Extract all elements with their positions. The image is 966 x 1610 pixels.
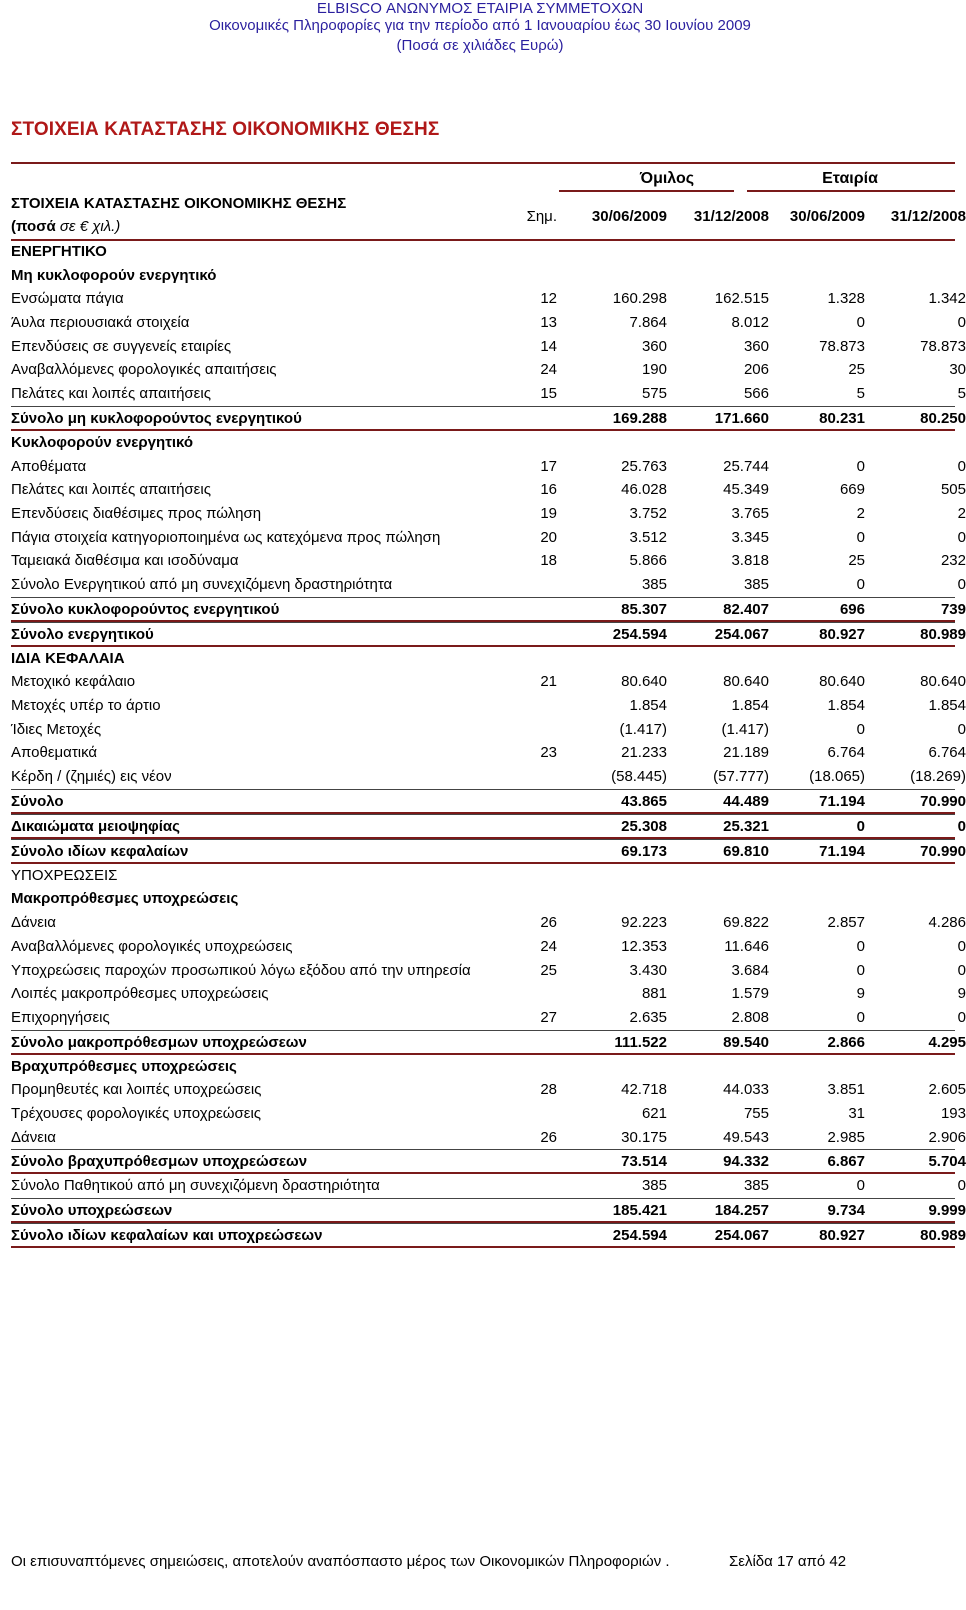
row-label: Τρέχουσες φορολογικές υποχρεώσεις xyxy=(11,1104,262,1122)
row-label: Βραχυπρόθεσμες υποχρεώσεις xyxy=(11,1057,237,1075)
row-value-group-2008: 254.067 xyxy=(714,625,769,643)
row-value-company-2009: 25 xyxy=(848,552,865,570)
row-value-company-2008: 0 xyxy=(957,817,966,835)
total-bottom-rule xyxy=(11,1246,955,1248)
row-value-company-2008: 0 xyxy=(957,720,966,738)
row-value-group-2009: (1.417) xyxy=(619,720,667,738)
row-label: Μη κυκλοφορούν ενεργητικό xyxy=(11,266,217,284)
row-value-company-2009: 6.764 xyxy=(827,744,865,762)
row-label: Σύνολο ιδίων κεφαλαίων και υποχρεώσεων xyxy=(11,1227,323,1244)
total-top-rule xyxy=(11,1030,955,1031)
row-value-group-2008: 206 xyxy=(743,361,769,379)
row-value-company-2009: 0 xyxy=(856,528,865,546)
row-label: Σύνολο υποχρεώσεων xyxy=(11,1202,173,1219)
row-value-company-2009: 0 xyxy=(856,1177,865,1195)
row-value-group-2008: 25.744 xyxy=(723,457,769,475)
row-value-group-2009: 3.752 xyxy=(629,504,667,522)
table-row xyxy=(11,287,966,311)
row-value-group-2009: 7.864 xyxy=(629,314,667,332)
footer-page-number: Σελίδα 17 από 42 xyxy=(729,1553,847,1570)
row-value-group-2009: 881 xyxy=(641,985,667,1003)
row-value-company-2008: 6.764 xyxy=(928,744,966,762)
row-label: Μετοχικό κεφάλαιο xyxy=(11,673,136,691)
table-row xyxy=(11,864,955,888)
row-value-company-2009: 0 xyxy=(856,817,865,835)
row-note: 17 xyxy=(540,457,557,475)
column-header-row xyxy=(11,192,966,240)
row-value-company-2008: 232 xyxy=(940,552,966,570)
row-note: 16 xyxy=(540,481,557,499)
row-value-company-2008: 5.704 xyxy=(928,1153,966,1171)
row-value-company-2008: 80.989 xyxy=(920,625,966,643)
row-value-company-2009: 696 xyxy=(839,600,865,618)
row-value-company-2009: 80.640 xyxy=(819,673,865,691)
row-value-company-2009: 0 xyxy=(856,720,865,738)
row-note: 14 xyxy=(540,337,557,355)
group-header-row xyxy=(11,168,955,192)
section-title: ΣΤΟΙΧΕΙΑ ΚΑΤΑΣΤΑΣΗΣ ΟΙΚΟΝΟΜΙΚΗΣ ΘΕΣΗΣ xyxy=(11,119,440,140)
row-label: Σύνολο Παθητικού από μη συνεχιζόμενη δραστηριότητα xyxy=(11,1177,380,1195)
table-row xyxy=(11,382,966,406)
row-value-company-2009: 0 xyxy=(856,457,865,475)
row-note: 13 xyxy=(540,314,557,332)
footer-note: Οι επισυναπτόμενες σημειώσεις, αποτελούν αναπόσπαστο μέρος των Οικονομικών Πληροφοριών . xyxy=(11,1553,670,1570)
row-value-company-2008: 5 xyxy=(957,385,966,403)
table-row xyxy=(11,240,955,264)
row-label: Σύνολο ενεργητικού xyxy=(11,625,154,643)
row-value-company-2009: 2.857 xyxy=(827,914,865,932)
row-value-company-2009: 2.866 xyxy=(827,1033,865,1051)
row-value-group-2008: 25.321 xyxy=(723,817,769,835)
row-value-company-2008: 70.990 xyxy=(920,792,966,810)
table-row xyxy=(11,526,966,550)
row-value-company-2009: 71.194 xyxy=(819,792,865,810)
table-row xyxy=(11,694,966,718)
row-note: 23 xyxy=(540,744,557,762)
row-value-group-2009: 43.865 xyxy=(621,792,667,810)
column-header-subtitle-italic: σε € χιλ.) xyxy=(59,218,121,235)
row-value-company-2009: 2.985 xyxy=(827,1128,865,1146)
row-note: 15 xyxy=(540,385,557,403)
table-row xyxy=(11,789,966,814)
row-label: Πάγια στοιχεία κατηγοριοποιημένα ως κατεχόμενα προς πώληση xyxy=(11,528,441,546)
row-value-company-2008: 0 xyxy=(957,1008,966,1026)
row-value-company-2008: 80.640 xyxy=(920,673,966,691)
row-value-group-2009: 254.594 xyxy=(612,625,667,643)
row-note: 28 xyxy=(540,1081,557,1099)
table-row xyxy=(11,1174,966,1198)
row-value-group-2009: 169.288 xyxy=(612,409,667,427)
row-value-company-2009: 669 xyxy=(839,481,865,499)
table-row xyxy=(11,1055,955,1079)
table-row xyxy=(11,502,966,526)
row-label: Σύνολο βραχυπρόθεσμων υποχρεώσεων xyxy=(11,1153,308,1171)
row-value-company-2008: 2 xyxy=(957,504,966,522)
row-value-group-2009: 12.353 xyxy=(621,937,667,955)
table-row xyxy=(11,264,955,288)
table-row xyxy=(11,887,955,911)
table-row xyxy=(11,478,966,502)
row-value-group-2008: 3.818 xyxy=(731,552,769,570)
row-value-group-2009: 80.640 xyxy=(621,673,667,691)
row-value-group-2008: 1.579 xyxy=(731,985,769,1003)
row-value-company-2009: 2 xyxy=(856,504,865,522)
total-top-rule xyxy=(11,1149,955,1150)
row-value-company-2008: 70.990 xyxy=(920,842,966,860)
row-value-group-2008: 162.515 xyxy=(714,290,769,308)
total-top-rule xyxy=(11,1223,955,1224)
company-name: ELBISCO ΑΝΩΝΥΜΟΣ ΕΤΑΙΡΙΑ ΣΥΜΜΕΤΟΧΩΝ xyxy=(316,0,644,17)
row-value-group-2008: 3.765 xyxy=(731,504,769,522)
row-value-company-2009: 1.854 xyxy=(827,697,865,714)
total-top-rule xyxy=(11,406,955,407)
row-note: 26 xyxy=(540,914,557,932)
row-value-company-2009: 3.851 xyxy=(827,1081,865,1099)
row-label: Δάνεια xyxy=(11,914,56,932)
table-row xyxy=(11,765,966,789)
row-value-group-2008: 80.640 xyxy=(723,673,769,691)
row-note: 24 xyxy=(540,937,557,955)
row-value-company-2009: 78.873 xyxy=(819,337,865,355)
table-row xyxy=(11,406,966,431)
table-row xyxy=(11,573,966,597)
row-value-group-2009: 111.522 xyxy=(614,1033,667,1051)
row-value-company-2009: 0 xyxy=(856,961,865,979)
row-value-company-2009: 1.328 xyxy=(827,290,865,308)
row-value-group-2008: (1.417) xyxy=(721,720,769,738)
row-note: 26 xyxy=(540,1128,557,1146)
table-row xyxy=(11,1102,966,1126)
column-header-col1: 30/06/2009 xyxy=(591,208,667,225)
table-row xyxy=(11,911,966,935)
row-value-group-2008: 566 xyxy=(743,385,769,403)
row-value-group-2008: 1.854 xyxy=(731,697,769,714)
row-value-company-2009: 0 xyxy=(856,575,865,593)
table-row xyxy=(11,982,966,1006)
row-value-group-2009: 85.307 xyxy=(621,600,667,618)
row-value-company-2009: 6.867 xyxy=(827,1153,865,1171)
row-value-group-2008: 385 xyxy=(743,575,769,593)
row-value-company-2008: 80.250 xyxy=(920,409,966,427)
row-value-group-2009: 5.866 xyxy=(629,552,667,570)
row-value-company-2008: 0 xyxy=(957,575,966,593)
row-value-company-2009: 0 xyxy=(856,314,865,332)
row-label: Προμηθευτές και λοιπές υποχρεώσεις xyxy=(11,1081,262,1099)
table-row xyxy=(11,311,966,335)
row-value-company-2008: 2.906 xyxy=(928,1128,966,1146)
row-value-group-2009: 575 xyxy=(641,385,667,403)
column-header-note: Σημ. xyxy=(526,208,557,225)
row-value-group-2009: 254.594 xyxy=(612,1227,667,1244)
group-header-company: Εταιρία xyxy=(822,170,878,187)
table-row xyxy=(11,1006,966,1030)
row-value-company-2008: 739 xyxy=(940,600,966,618)
total-top-rule xyxy=(11,789,955,790)
row-label: Σύνολο κυκλοφορούντος ενεργητικού xyxy=(11,600,280,618)
row-value-company-2009: 0 xyxy=(856,937,865,955)
row-value-group-2008: 755 xyxy=(743,1104,769,1122)
table-top-rule xyxy=(11,162,955,164)
total-top-rule xyxy=(11,1198,955,1199)
row-label: Σύνολο ιδίων κεφαλαίων xyxy=(11,842,189,860)
table-row xyxy=(11,1198,966,1223)
row-label: Μετοχές υπέρ το άρτιο xyxy=(11,697,161,714)
row-label: Δικαιώματα μειοψηφίας xyxy=(11,817,180,835)
table-row xyxy=(11,335,966,359)
row-value-group-2009: 385 xyxy=(641,1177,667,1195)
row-value-group-2009: 190 xyxy=(641,361,667,379)
row-label: Αποθεματικά xyxy=(11,744,98,762)
row-value-group-2008: 254.067 xyxy=(714,1227,769,1244)
row-label: Ταμειακά διαθέσιμα και ισοδύναμα xyxy=(11,552,239,570)
total-top-rule xyxy=(11,839,955,840)
row-value-company-2009: 0 xyxy=(856,1008,865,1026)
table-row xyxy=(11,1149,966,1174)
row-value-group-2009: 46.028 xyxy=(621,481,667,499)
row-value-company-2008: (18.269) xyxy=(910,768,966,786)
row-label: Κυκλοφορούν ενεργητικό xyxy=(11,433,194,451)
row-value-company-2008: 80.989 xyxy=(920,1227,966,1244)
row-value-group-2009: (58.445) xyxy=(611,768,667,786)
row-value-group-2008: 184.257 xyxy=(714,1202,769,1219)
row-label: Πελάτες και λοιπές απαιτήσεις xyxy=(11,385,211,403)
row-value-company-2008: 193 xyxy=(940,1104,966,1122)
row-value-group-2009: 73.514 xyxy=(621,1153,667,1171)
row-value-company-2009: 71.194 xyxy=(819,842,865,860)
row-value-group-2008: 45.349 xyxy=(723,481,769,499)
row-value-company-2009: (18.065) xyxy=(809,768,865,786)
table-row xyxy=(11,1126,966,1150)
row-value-group-2009: 3.430 xyxy=(629,961,667,979)
row-value-group-2009: 3.512 xyxy=(629,528,667,546)
row-label: ΥΠΟΧΡΕΩΣΕΙΣ xyxy=(11,866,118,884)
row-label: Ίδιες Μετοχές xyxy=(11,720,102,738)
row-note: 20 xyxy=(540,528,557,546)
row-value-group-2008: 3.345 xyxy=(731,528,769,546)
row-label: Λοιπές μακροπρόθεσμες υποχρεώσεις xyxy=(11,985,269,1003)
table-row xyxy=(11,935,966,959)
row-label: Σύνολο Ενεργητικού από μη συνεχιζόμενη δραστηριότητα xyxy=(11,575,393,593)
row-value-company-2008: 9 xyxy=(957,985,966,1003)
row-value-group-2009: 160.298 xyxy=(612,290,667,308)
report-period: Οικονομικές Πληροφορίες για την περίοδο από 1 Ιανουαρίου έως 30 Ιουνίου 2009 xyxy=(209,17,751,34)
column-header-subtitle-bold: (ποσά xyxy=(11,218,56,235)
column-header-col4: 31/12/2008 xyxy=(890,208,966,225)
row-value-company-2008: 0 xyxy=(957,528,966,546)
table-row xyxy=(11,622,966,647)
row-value-group-2008: 360 xyxy=(743,337,769,355)
row-note: 18 xyxy=(540,552,557,570)
row-value-company-2009: 25 xyxy=(848,361,865,379)
row-value-group-2008: 69.810 xyxy=(723,842,769,860)
row-note: 21 xyxy=(540,673,557,691)
row-note: 12 xyxy=(540,290,557,308)
column-header-col2: 31/12/2008 xyxy=(693,208,769,225)
row-value-company-2008: 0 xyxy=(957,937,966,955)
row-value-company-2008: 78.873 xyxy=(920,337,966,355)
row-value-group-2008: 2.808 xyxy=(731,1008,769,1026)
row-value-company-2008: 1.342 xyxy=(928,290,966,308)
row-value-group-2009: 1.854 xyxy=(629,697,667,714)
table-row xyxy=(11,718,966,742)
row-label: Αποθέματα xyxy=(11,457,87,475)
row-value-group-2008: 44.033 xyxy=(723,1081,769,1099)
row-label: Σύνολο μη κυκλοφορούντος ενεργητικού xyxy=(11,409,302,427)
row-label: Αναβαλλόμενες φορολογικές υποχρεώσεις xyxy=(11,937,293,955)
row-value-group-2009: 69.173 xyxy=(621,842,667,860)
row-label: Δάνεια xyxy=(11,1128,56,1146)
row-value-company-2008: 9.999 xyxy=(928,1202,966,1219)
row-value-group-2008: 8.012 xyxy=(731,314,769,332)
row-note: 27 xyxy=(540,1008,557,1026)
row-value-group-2009: 385 xyxy=(641,575,667,593)
row-value-group-2009: 25.308 xyxy=(621,817,667,835)
row-value-group-2008: 385 xyxy=(743,1177,769,1195)
total-top-rule xyxy=(11,814,955,815)
row-value-group-2008: 69.822 xyxy=(723,914,769,932)
group-header-group: Όμιλος xyxy=(639,170,695,187)
row-label: Επιχορηγήσεις xyxy=(11,1008,110,1026)
row-value-company-2008: 0 xyxy=(957,961,966,979)
row-label: Αναβαλλόμενες φορολογικές απαιτήσεις xyxy=(11,361,277,379)
row-label: Σύνολο xyxy=(11,792,64,810)
row-value-company-2008: 4.286 xyxy=(928,914,966,932)
row-value-group-2008: 21.189 xyxy=(723,744,769,762)
row-value-group-2009: 42.718 xyxy=(621,1081,667,1099)
row-value-company-2008: 30 xyxy=(949,361,966,379)
row-value-group-2008: 89.540 xyxy=(723,1033,769,1051)
row-value-group-2008: (57.777) xyxy=(713,768,769,786)
row-label: Άυλα περιουσιακά στοιχεία xyxy=(11,314,190,332)
row-value-group-2009: 360 xyxy=(641,337,667,355)
row-value-company-2009: 80.927 xyxy=(819,1227,865,1244)
row-value-group-2008: 44.489 xyxy=(723,792,769,810)
row-value-company-2008: 1.854 xyxy=(928,697,966,714)
row-value-group-2008: 94.332 xyxy=(723,1153,769,1171)
row-label: Μακροπρόθεσμες υποχρεώσεις xyxy=(11,890,239,908)
currency-note: (Ποσά σε χιλιάδες Ευρώ) xyxy=(396,37,564,54)
row-value-company-2009: 80.231 xyxy=(819,409,865,427)
row-value-group-2009: 30.175 xyxy=(621,1128,667,1146)
row-value-group-2009: 21.233 xyxy=(621,744,667,762)
row-value-group-2008: 49.543 xyxy=(723,1128,769,1146)
row-label: Επενδύσεις σε συγγενείς εταιρίες xyxy=(11,337,232,355)
row-value-company-2009: 9.734 xyxy=(827,1202,865,1219)
column-header-subtitle xyxy=(11,218,120,235)
table-row xyxy=(11,1030,966,1055)
table-row xyxy=(11,670,966,694)
row-value-group-2009: 92.223 xyxy=(621,914,667,932)
row-value-group-2008: 3.684 xyxy=(731,961,769,979)
row-value-company-2009: 5 xyxy=(856,385,865,403)
table-row xyxy=(11,549,966,573)
row-value-group-2008: 11.646 xyxy=(724,937,769,955)
table-row xyxy=(11,839,966,864)
row-value-group-2008: 82.407 xyxy=(723,600,769,618)
table-row xyxy=(11,1078,966,1102)
row-label: Σύνολο μακροπρόθεσμων υποχρεώσεων xyxy=(11,1033,307,1051)
row-value-group-2009: 185.421 xyxy=(612,1202,667,1219)
table-row xyxy=(11,455,966,479)
row-value-group-2009: 25.763 xyxy=(621,457,667,475)
row-value-company-2008: 2.605 xyxy=(928,1081,966,1099)
row-label: Υποχρεώσεις παροχών προσωπικού λόγω εξόδου από την υπηρεσία xyxy=(11,961,471,979)
row-note: 25 xyxy=(540,961,557,979)
table-row xyxy=(11,358,966,382)
table-row xyxy=(11,741,966,765)
row-value-group-2009: 2.635 xyxy=(629,1008,667,1026)
row-value-group-2008: 171.660 xyxy=(714,409,769,427)
table-row xyxy=(11,647,955,671)
row-value-company-2008: 0 xyxy=(957,1177,966,1195)
row-label: ΙΔΙΑ ΚΕΦΑΛΑΙΑ xyxy=(11,649,125,667)
row-note: 24 xyxy=(540,361,557,379)
column-header-title: ΣΤΟΙΧΕΙΑ ΚΑΤΑΣΤΑΣΗΣ ΟΙΚΟΝΟΜΙΚΗΣ ΘΕΣΗΣ xyxy=(11,195,347,212)
total-top-rule xyxy=(11,597,955,598)
row-label: ΕΝΕΡΓΗΤΙΚΟ xyxy=(11,243,107,260)
total-top-rule xyxy=(11,622,955,623)
balance-sheet-table xyxy=(11,168,966,1248)
table-row xyxy=(11,431,955,455)
row-value-company-2008: 0 xyxy=(957,457,966,475)
row-value-group-2009: 621 xyxy=(641,1104,667,1122)
table-row xyxy=(11,959,966,983)
row-label: Ενσώματα πάγια xyxy=(11,290,124,308)
table-row xyxy=(11,1223,966,1248)
table-row xyxy=(11,597,966,622)
row-value-company-2008: 505 xyxy=(940,481,966,499)
table-body xyxy=(11,240,966,1248)
row-label: Κέρδη / (ζημιές) εις νέον xyxy=(11,768,172,786)
row-note: 19 xyxy=(540,504,557,522)
row-label: Επενδύσεις διαθέσιμες προς πώληση xyxy=(11,504,262,522)
row-value-company-2009: 31 xyxy=(848,1104,865,1122)
row-value-company-2009: 9 xyxy=(856,985,865,1003)
row-value-company-2009: 80.927 xyxy=(819,625,865,643)
row-label: Πελάτες και λοιπές απαιτήσεις xyxy=(11,481,211,499)
row-value-company-2008: 0 xyxy=(957,314,966,332)
table-row xyxy=(11,814,966,839)
column-header-col3: 30/06/2009 xyxy=(789,208,865,225)
row-value-company-2008: 4.295 xyxy=(928,1033,966,1051)
